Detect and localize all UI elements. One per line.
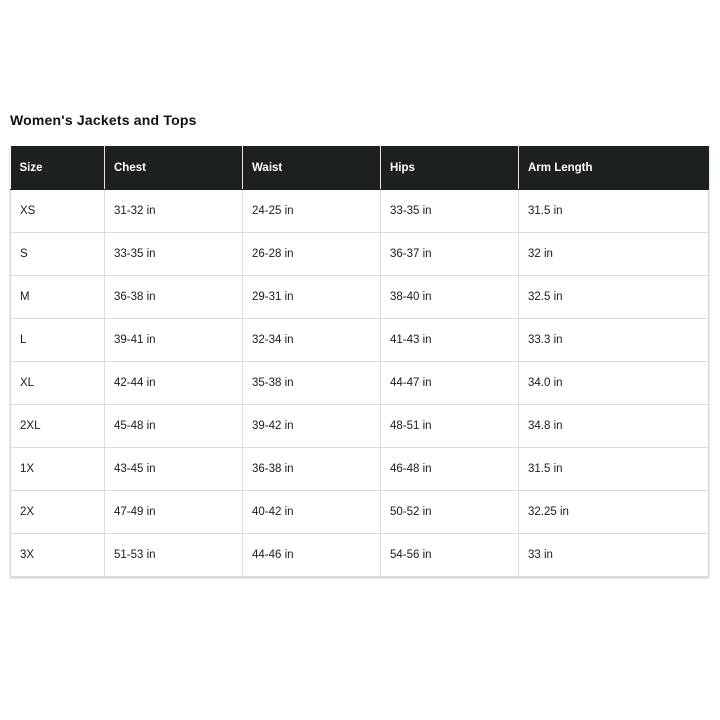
cell-size: M xyxy=(11,276,105,319)
table-row xyxy=(11,190,709,233)
cell-hips: 54-56 in xyxy=(381,534,519,577)
cell-chest: 36-38 in xyxy=(105,276,243,319)
cell-arm-length: 32 in xyxy=(519,233,709,276)
cell-arm-length: 32.25 in xyxy=(519,491,709,534)
header-row xyxy=(11,146,709,190)
cell-hips: 36-37 in xyxy=(381,233,519,276)
cell-hips: 44-47 in xyxy=(381,362,519,405)
table-row xyxy=(11,491,709,534)
cell-waist: 26-28 in xyxy=(243,233,381,276)
cell-arm-length: 33.3 in xyxy=(519,319,709,362)
cell-arm-length: 31.5 in xyxy=(519,190,709,233)
cell-chest: 31-32 in xyxy=(105,190,243,233)
cell-waist: 32-34 in xyxy=(243,319,381,362)
cell-chest: 33-35 in xyxy=(105,233,243,276)
table-row xyxy=(11,233,709,276)
cell-waist: 44-46 in xyxy=(243,534,381,577)
cell-waist: 35-38 in xyxy=(243,362,381,405)
cell-chest: 45-48 in xyxy=(105,405,243,448)
cell-hips: 46-48 in xyxy=(381,448,519,491)
cell-arm-length: 34.8 in xyxy=(519,405,709,448)
cell-arm-length: 34.0 in xyxy=(519,362,709,405)
cell-waist: 36-38 in xyxy=(243,448,381,491)
cell-waist: 29-31 in xyxy=(243,276,381,319)
cell-chest: 51-53 in xyxy=(105,534,243,577)
header-chest: Chest xyxy=(105,146,243,190)
cell-size: 2X xyxy=(11,491,105,534)
cell-hips: 41-43 in xyxy=(381,319,519,362)
table-row xyxy=(11,448,709,491)
header-size: Size xyxy=(11,146,105,190)
cell-chest: 43-45 in xyxy=(105,448,243,491)
cell-size: S xyxy=(11,233,105,276)
cell-hips: 50-52 in xyxy=(381,491,519,534)
table-row xyxy=(11,405,709,448)
table-row xyxy=(11,319,709,362)
table-row xyxy=(11,276,709,319)
cell-hips: 48-51 in xyxy=(381,405,519,448)
cell-chest: 47-49 in xyxy=(105,491,243,534)
header-waist: Waist xyxy=(243,146,381,190)
cell-size: 1X xyxy=(11,448,105,491)
cell-arm-length: 33 in xyxy=(519,534,709,577)
cell-hips: 33-35 in xyxy=(381,190,519,233)
header-hips: Hips xyxy=(381,146,519,190)
table-row xyxy=(11,362,709,405)
chart-title: Women's Jackets and Tops xyxy=(10,112,197,128)
cell-size: 2XL xyxy=(11,405,105,448)
cell-chest: 39-41 in xyxy=(105,319,243,362)
cell-size: XS xyxy=(11,190,105,233)
cell-size: 3X xyxy=(11,534,105,577)
header-arm-length: Arm Length xyxy=(519,146,709,190)
cell-size: XL xyxy=(11,362,105,405)
cell-hips: 38-40 in xyxy=(381,276,519,319)
cell-waist: 24-25 in xyxy=(243,190,381,233)
cell-waist: 39-42 in xyxy=(243,405,381,448)
cell-arm-length: 31.5 in xyxy=(519,448,709,491)
cell-arm-length: 32.5 in xyxy=(519,276,709,319)
cell-size: L xyxy=(11,319,105,362)
size-chart-table xyxy=(10,146,709,577)
table-row xyxy=(11,534,709,577)
cell-waist: 40-42 in xyxy=(243,491,381,534)
cell-chest: 42-44 in xyxy=(105,362,243,405)
